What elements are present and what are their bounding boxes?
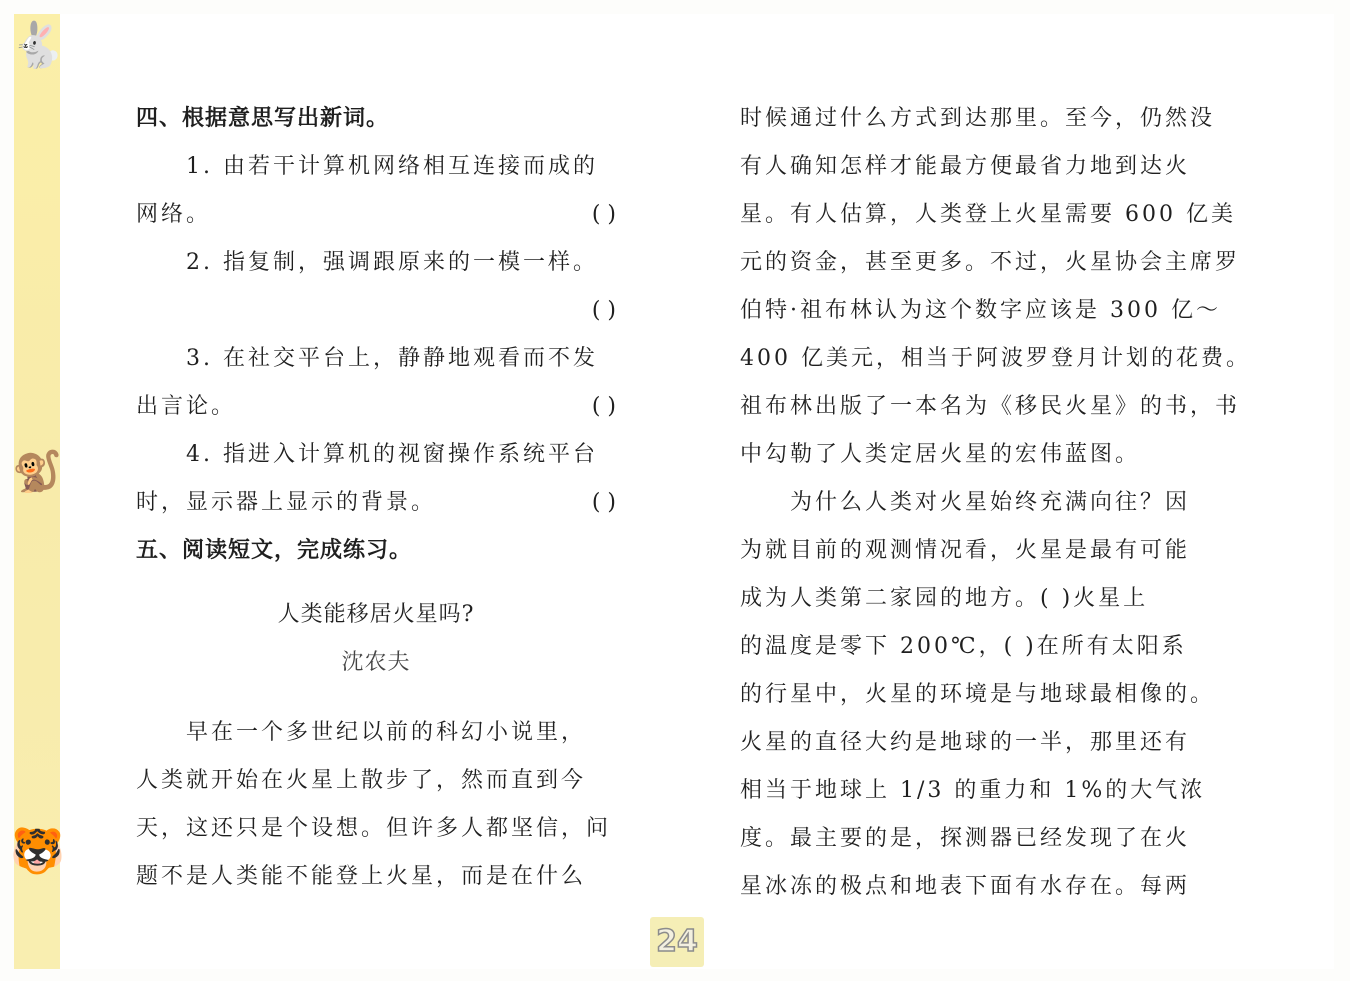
article-paragraph-line: 为什么人类对火星始终充满向往？因	[790, 490, 1191, 515]
article-paragraph-line: 伯特·祖布林认为这个数字应该是 300 亿～	[740, 298, 1221, 323]
question-4-continuation	[136, 479, 616, 527]
left-column	[136, 95, 616, 901]
article-paragraph-line: 度。最主要的是，探测器已经发现了在火	[740, 826, 1191, 851]
rabbit-mascot-icon: 🐇	[10, 20, 65, 71]
answer-blank-2[interactable]: ( )	[591, 298, 616, 323]
tiger-mascot-icon: 🐯	[10, 826, 65, 877]
question-1-continuation	[136, 191, 616, 239]
article-paragraph-line: 时候通过什么方式到达那里。至今，仍然没	[740, 106, 1216, 131]
section5-heading: 五、阅读短文，完成练习。	[136, 538, 413, 563]
article-paragraph-line: 有人确知怎样才能最方便最省力地到达火	[740, 154, 1191, 179]
question-4-text-end: 时，显示器上显示的背景。	[136, 490, 437, 515]
question-2-text: 2. 指复制，强调跟原来的一模一样。	[186, 250, 598, 275]
article-paragraph-line: 星冰冻的极点和地表下面有水存在。每两	[740, 874, 1191, 899]
article-paragraph-line: 相当于地球上 1/3 的重力和 1%的大气浓	[740, 778, 1206, 803]
page-number: 24	[650, 917, 704, 967]
question-1-text-end: 网络。	[136, 202, 212, 227]
question-2-answer-row	[136, 287, 616, 335]
article-fill-blank-line[interactable]: 成为人类第二家园的地方。( )火星上	[740, 586, 1149, 611]
answer-blank-4[interactable]: ( )	[591, 490, 616, 515]
article-paragraph-line: 火星的直径大约是地球的一半，那里还有	[740, 730, 1191, 755]
article-paragraph-line: 的行星中，火星的环境是与地球最相像的。	[740, 682, 1216, 707]
article-paragraph-line: 人类就开始在火星上散步了，然而直到今	[136, 768, 587, 793]
article-paragraph-line: 元的资金，甚至更多。不过，火星协会主席罗	[740, 250, 1241, 275]
answer-blank-1[interactable]: ( )	[591, 202, 616, 227]
question-3-continuation	[136, 383, 616, 431]
monkey-mascot-icon: 🐒	[12, 449, 62, 495]
article-author: 沈农夫	[341, 650, 411, 675]
right-column	[740, 95, 1251, 911]
article-paragraph-line: 天，这还只是个设想。但许多人都坚信，问	[136, 816, 612, 841]
question-3-text-end: 出言论。	[136, 394, 237, 419]
answer-blank-3[interactable]: ( )	[591, 394, 616, 419]
article-paragraph-line: 题不是人类能不能登上火星，而是在什么	[136, 864, 587, 889]
article-title: 人类能移居火星吗?	[277, 602, 475, 627]
article-paragraph-line: 祖布林出版了一本名为《移民火星》的书，书	[740, 394, 1241, 419]
question-3-text: 3. 在社交平台上，静静地观看而不发	[186, 346, 598, 371]
article-paragraph-line: 早在一个多世纪以前的科幻小说里，	[186, 720, 587, 745]
article-paragraph-line: 中勾勒了人类定居火星的宏伟蓝图。	[740, 442, 1141, 467]
question-1-text: 1. 由若干计算机网络相互连接而成的	[186, 154, 598, 179]
article-fill-blank-line[interactable]: 的温度是零下 200℃，( )在所有太阳系	[740, 634, 1187, 659]
article-paragraph-line: 星。有人估算，人类登上火星需要 600 亿美	[740, 202, 1236, 227]
question-4-text: 4. 指进入计算机的视窗操作系统平台	[186, 442, 598, 467]
section4-heading: 四、根据意思写出新词。	[136, 106, 390, 131]
article-paragraph-line: 为就目前的观测情况看，火星是最有可能	[740, 538, 1191, 563]
article-paragraph-line: 400 亿美元，相当于阿波罗登月计划的花费。	[740, 346, 1251, 371]
